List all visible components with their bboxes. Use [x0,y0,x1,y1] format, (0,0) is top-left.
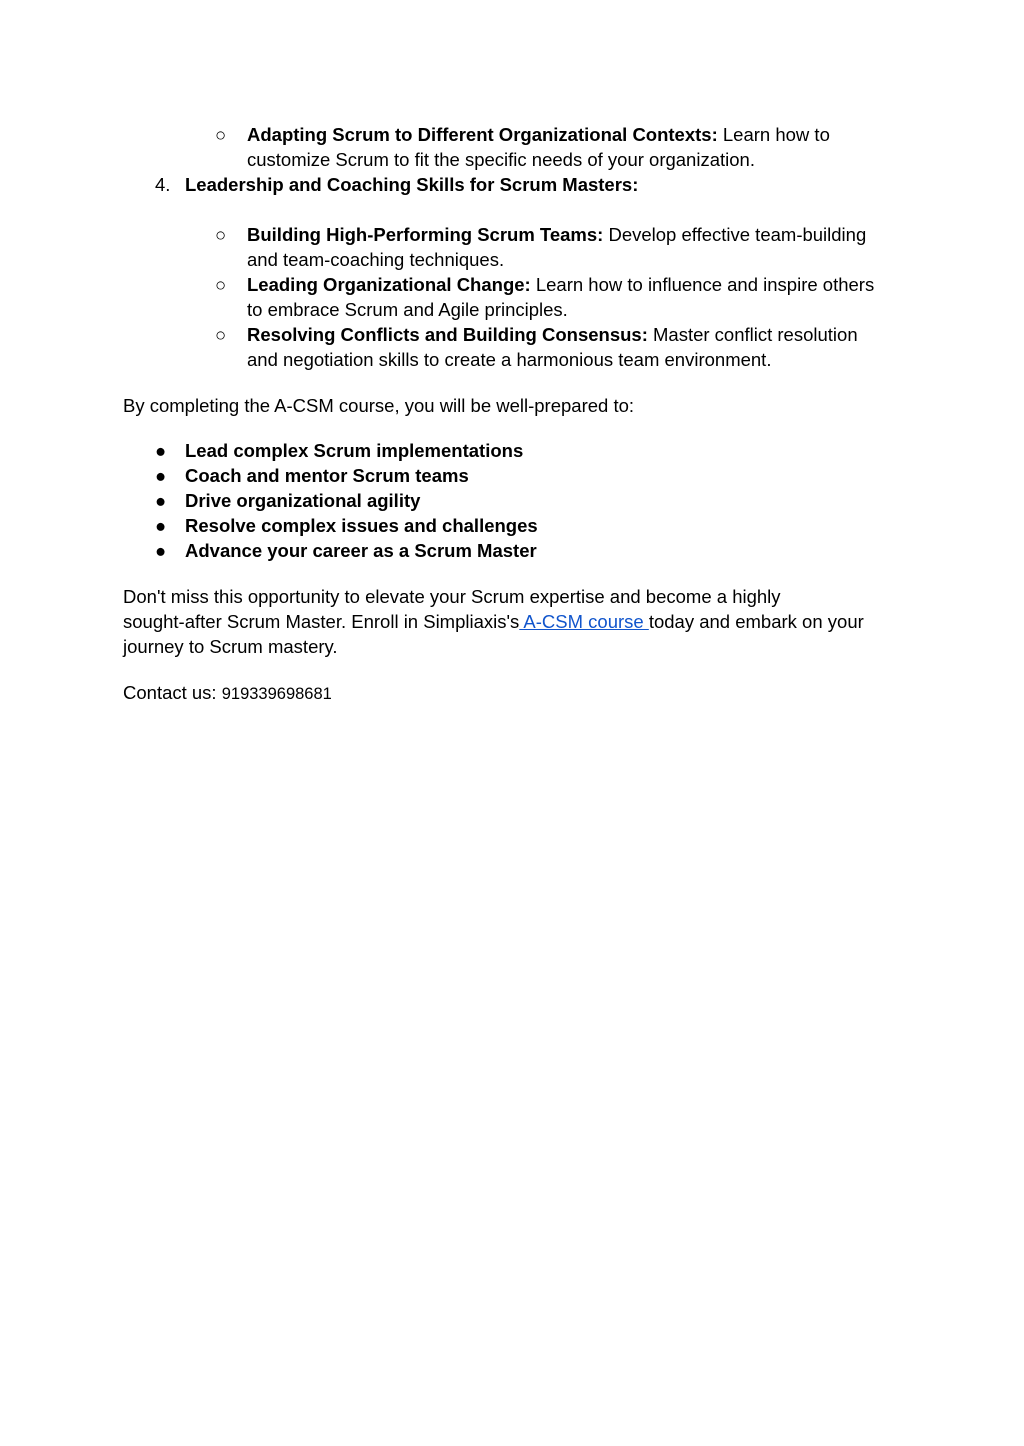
subitem-conflicts-text: Master conflict resolution [647,324,858,345]
subitem-change-text: Learn how to influence and inspire others [530,274,875,295]
dot-bullet-icon: ● [155,540,167,561]
dot-bullet-icon: ● [155,490,167,511]
subitem-adapting-line1 [247,122,830,147]
subitem-teams-line1 [247,222,866,247]
outcome-item: Drive organizational agility [185,490,421,511]
circle-bullet-icon: ○ [215,224,227,245]
contact-phone: 919339698681 [221,685,332,703]
section-heading: Leadership and Coaching Skills for Scrum Masters: [185,174,639,195]
subitem-change-line2: to embrace Scrum and Agile principles. [247,299,568,320]
subitem-teams-line2: and team-coaching techniques. [247,249,505,270]
subitem-teams-title: Building High-Performing Scrum Teams: [247,224,604,245]
contact-line [123,680,332,707]
outcome-item: Lead complex Scrum implementations [185,440,524,461]
closing-line3: journey to Scrum mastery. [123,636,338,657]
acsm-course-link[interactable]: A-CSM course [519,611,649,632]
subitem-teams-text: Develop effective team-building [603,224,867,245]
contact-label: Contact us: [123,682,222,703]
subitem-conflicts-line1 [247,322,858,347]
closing-line1: Don't miss this opportunity to elevate your Scrum expertise and become a highly [123,586,781,607]
subitem-adapting-text: Learn how to [717,124,830,145]
dot-bullet-icon: ● [155,465,167,486]
section-number: 4. [155,174,171,195]
subitem-change-line1 [247,272,874,297]
circle-bullet-icon: ○ [215,124,227,145]
outcome-item: Coach and mentor Scrum teams [185,465,469,486]
dot-bullet-icon: ● [155,440,167,461]
subitem-conflicts-line2: and negotiation skills to create a harmonious team environment. [247,349,772,370]
subitem-adapting-title: Adapting Scrum to Different Organizational Contexts: [247,124,718,145]
subitem-change-title: Leading Organizational Change: [247,274,531,295]
subitem-adapting-line2: customize Scrum to fit the specific needs of your organization. [247,149,755,170]
outcome-item: Resolve complex issues and challenges [185,515,538,536]
intro-paragraph: By completing the A-CSM course, you will be well-prepared to: [123,395,635,416]
subitem-conflicts-title: Resolving Conflicts and Building Consensus: [247,324,648,345]
outcome-item: Advance your career as a Scrum Master [185,540,537,561]
circle-bullet-icon: ○ [215,324,227,345]
circle-bullet-icon: ○ [215,274,227,295]
dot-bullet-icon: ● [155,515,167,536]
closing-line2: sought-after Scrum Master. Enroll in Simpliaxis's A-CSM course today and embark on your [123,611,864,632]
